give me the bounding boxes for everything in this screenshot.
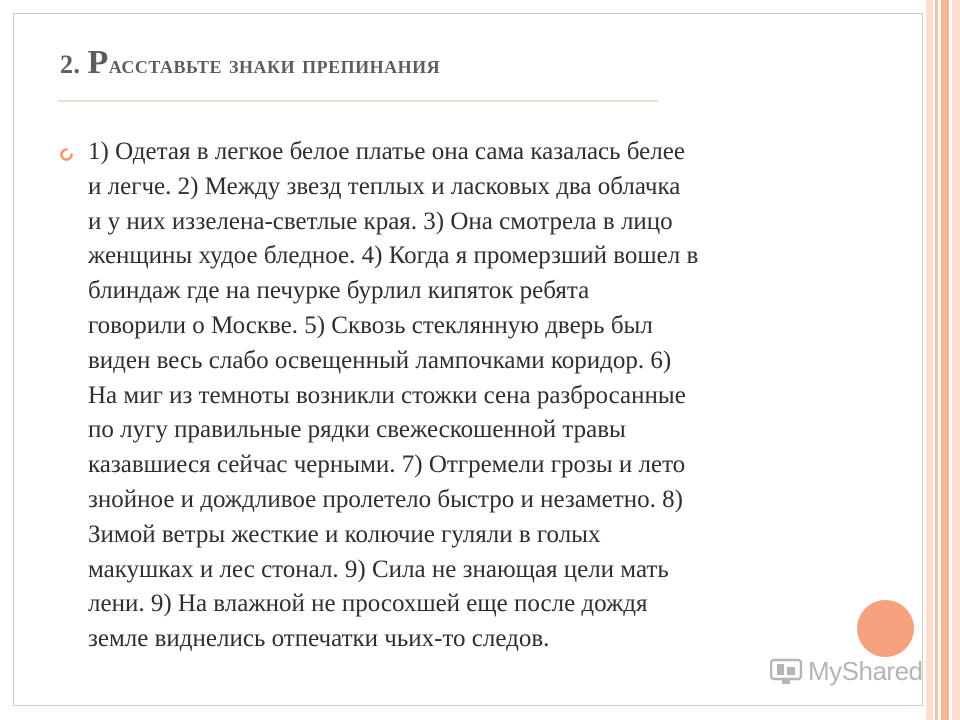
exercise-text bbox=[88, 135, 908, 657]
decor-stripe-4 bbox=[952, 0, 960, 720]
text-line: лени. 9) На влажной не просохшей еще после дождя bbox=[88, 590, 648, 618]
title-divider bbox=[58, 100, 658, 102]
text-line: На миг из темноты возникли стожки сена разбросанные bbox=[88, 381, 686, 409]
text-line: знойное и дождливое пролетело быстро и незаметно. 8) bbox=[88, 485, 683, 513]
text-line: виден весь слабо освещенный лампочками коридор. 6) bbox=[88, 346, 672, 374]
text-line: казавшиеся сейчас черными. 7) Отгремели грозы и лето bbox=[88, 451, 686, 479]
text-line: 1) Одетая в легкое белое платье она сама казалась белее bbox=[88, 138, 685, 165]
title-number: 2. bbox=[60, 50, 88, 79]
slide-title bbox=[60, 44, 440, 82]
text-line: женщины худое бледное. 4) Когда я промерзший вошел в bbox=[88, 242, 699, 270]
myshared-logo-icon bbox=[770, 658, 804, 686]
decor-stripe-1 bbox=[926, 0, 933, 720]
text-line: макушках и лес стонал. 9) Сила не знающая цели мать bbox=[88, 555, 669, 583]
text-line: Зимой ветры жесткие и колючие гуляли в голых bbox=[88, 520, 601, 548]
myshared-watermark bbox=[770, 656, 923, 687]
text-line: говорили о Москве. 5) Сквозь стеклянную дверь был bbox=[88, 311, 653, 339]
decor-stripe-2 bbox=[935, 0, 938, 720]
bullet-icon bbox=[60, 148, 73, 161]
text-line: земле виднелись отпечатки чьих-то следов. bbox=[88, 625, 550, 653]
decor-stripe-3 bbox=[941, 0, 949, 720]
decor-circle bbox=[857, 600, 914, 657]
title-lead-letter: Р bbox=[87, 44, 109, 81]
text-line: блиндаж где на печурке бурлил кипяток ребята bbox=[88, 277, 590, 305]
text-line: по лугу правильные рядки свежескошенной травы bbox=[88, 416, 626, 444]
watermark-text: MyShared bbox=[808, 656, 923, 686]
title-text: асставьте знаки препинания bbox=[108, 50, 441, 79]
text-line: и у них иззелена-светлые края. 3) Она смотрела в лицо bbox=[88, 207, 673, 235]
text-line: и легче. 2) Между звезд теплых и ласковых два облачка bbox=[88, 172, 681, 200]
